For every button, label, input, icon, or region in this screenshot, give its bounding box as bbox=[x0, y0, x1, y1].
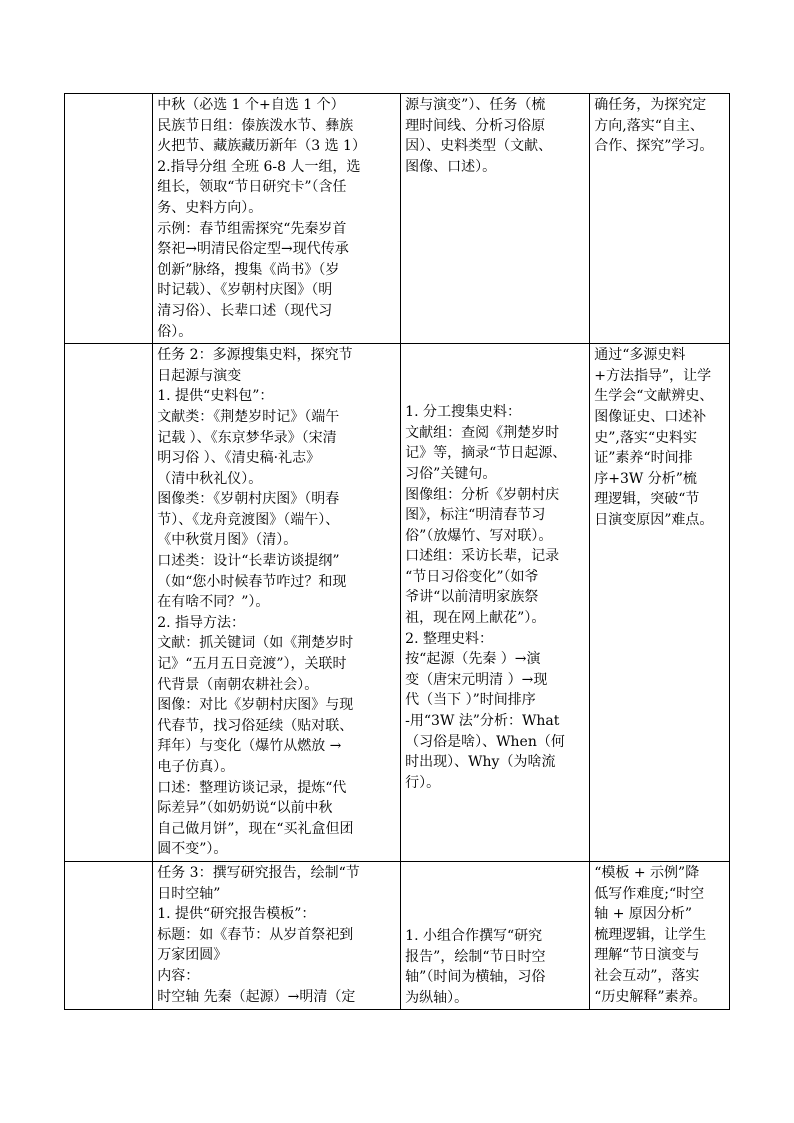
text-line: 生学会“文献辨史、 bbox=[594, 388, 714, 405]
text-line: 《中秋赏月图》（清）。 bbox=[157, 532, 298, 549]
text-line: 图像：对比《岁朝村庆图》与现 bbox=[157, 697, 354, 714]
text-line: 记载 ）、《东京梦华录》（宋清 bbox=[157, 429, 337, 446]
text-line: 组长，领取“节日研究卡”（含任 bbox=[157, 179, 347, 196]
text-line: 时空轴 先秦（起源）→明清（定 bbox=[157, 988, 356, 1005]
text-line: 火把节、藏族藏历新年（3 选 1） bbox=[157, 138, 366, 155]
design-intent-cell bbox=[590, 344, 730, 862]
text-line: 爷讲“以前清明家族祭 bbox=[405, 589, 539, 606]
text-line: “节日习俗变化”（如爷 bbox=[405, 568, 539, 585]
text-line: 1. 小组合作撰写“研究 bbox=[405, 927, 543, 944]
text-line: 图像证史、口述补 bbox=[594, 408, 707, 425]
text-line: 记》“五月五日竞渡”），关联时 bbox=[157, 656, 347, 673]
text-line: 确任务，为探究定 bbox=[594, 97, 707, 113]
text-line: 节）、《龙舟竞渡图》（端午）、 bbox=[157, 511, 340, 528]
text-line: 祖，现在网上献花”）。 bbox=[405, 610, 546, 627]
text-line: 习俗”关键句。 bbox=[405, 465, 497, 482]
text-line: 中秋（必选 1 个+自选 1 个） bbox=[157, 97, 345, 113]
text-line: 俗”（放爆竹、写对联）。 bbox=[405, 527, 553, 544]
text-line: 任务 3：撰写研究报告，绘制“节 bbox=[157, 864, 360, 881]
text-line: 2.指导分组 全班 6-8 人一组，选 bbox=[157, 158, 361, 175]
text-line: 1. 分工搜集史料： bbox=[405, 404, 521, 421]
text-line: 拜年）与变化（爆竹从燃放 → bbox=[157, 738, 342, 755]
text-line: 民族节日组：傣族泼水节、彝族 bbox=[157, 117, 354, 134]
text-line: 清习俗）、长辈口述（现代习 bbox=[157, 302, 333, 319]
text-line: （习俗是啥）、When（何 bbox=[405, 733, 565, 750]
text-line: （如“您小时候春节咋过？和现 bbox=[157, 573, 347, 590]
text-line: 梳理逻辑，让学生 bbox=[594, 926, 707, 943]
text-line: 1. 提供“史料包”： bbox=[157, 388, 274, 405]
text-line: 轴”（时间为横轴，习俗 bbox=[405, 969, 546, 986]
text-line: 按“起源（先秦 ）→演 bbox=[405, 651, 541, 668]
text-line: 合作、探究”学习。 bbox=[594, 138, 714, 155]
text-line: 通过“多源史料 bbox=[594, 347, 686, 364]
text-line: 变（唐宋元明清 ）→现 bbox=[405, 671, 548, 688]
text-line: 低写作难度;“时空 bbox=[594, 885, 705, 902]
text-line: 记》等，摘录“节日起源、 bbox=[405, 445, 567, 462]
text-line: 理时间线、分析习俗原 bbox=[405, 117, 546, 134]
text-line: 2. 整理史料： bbox=[405, 630, 493, 647]
text-line: 时出现）、Why（为啥流 bbox=[405, 754, 556, 771]
text-line: “模板 + 示例”降 bbox=[594, 864, 700, 881]
text-line: 代背景（南朝农耕社会）。 bbox=[157, 676, 319, 693]
table-row bbox=[65, 861, 730, 1009]
text-line: 圆不变”）。 bbox=[157, 841, 228, 858]
text-line: 序+3W 分析”梳 bbox=[594, 470, 697, 487]
text-line: 时记载）、《岁朝村庆图》（明 bbox=[157, 282, 333, 299]
text-line: 口述：整理访谈记录，提炼“代 bbox=[157, 779, 347, 796]
text-line: 为纵轴）。 bbox=[405, 989, 469, 1006]
text-line: 理逻辑，突破“节 bbox=[594, 491, 700, 508]
text-line: 报告”，绘制“节日时空 bbox=[405, 948, 546, 965]
text-line: 代（当下 ）”时间排序 bbox=[405, 692, 536, 709]
stage-cell bbox=[65, 344, 153, 862]
text-line: 2. 指导方法： bbox=[157, 614, 246, 631]
text-line: 口述组：采访长辈，记录 bbox=[405, 548, 560, 565]
text-line: 社会互动”，落实 bbox=[594, 967, 700, 984]
text-line: 图像组：分析《岁朝村庆 bbox=[405, 486, 560, 503]
text-line: 文献：抓关键词（如《荆楚岁时 bbox=[157, 635, 354, 652]
design-intent-cell bbox=[590, 861, 730, 1009]
text-line: “历史解释”素养。 bbox=[594, 988, 707, 1005]
text-line: 证”素养“时间排 bbox=[594, 450, 693, 467]
text-line: 因）、史料类型（文献、 bbox=[405, 138, 553, 155]
text-line: 万家团圆》 bbox=[157, 947, 228, 964]
lesson-plan-table bbox=[64, 93, 730, 1010]
student-activity-cell bbox=[401, 344, 590, 862]
text-line: 轴 + 原因分析” bbox=[594, 906, 693, 923]
teacher-activity-cell bbox=[153, 94, 401, 344]
text-line: （清中秋礼仪）。 bbox=[157, 470, 263, 487]
text-line: 图像、口述）。 bbox=[405, 158, 497, 175]
table-row bbox=[65, 94, 730, 344]
stage-cell bbox=[65, 94, 153, 344]
teacher-activity-cell bbox=[153, 861, 401, 1009]
text-line: 际差异”（如奶奶说“以前中秋 bbox=[157, 800, 333, 817]
text-line: 图》，标注“明清春节习 bbox=[405, 507, 546, 524]
text-line: 文献组：查阅《荆楚岁时 bbox=[405, 424, 560, 441]
text-line: 行）。 bbox=[405, 774, 441, 791]
text-line: 任务 2：多源搜集史料，探究节 bbox=[157, 347, 353, 364]
student-activity-cell bbox=[401, 94, 590, 344]
text-line: 日起源与演变 bbox=[157, 367, 242, 384]
text-line: 标题：如《春节：从岁首祭祀到 bbox=[157, 926, 354, 943]
text-line: 明习俗 ）、《清史稿·礼志》 bbox=[157, 450, 321, 467]
text-line: 史”,落实“史料实 bbox=[594, 429, 698, 446]
text-line: 源与演变”）、任务（梳 bbox=[405, 97, 546, 113]
text-line: 创新”脉络，搜集《尚书》（岁 bbox=[157, 261, 340, 278]
text-line: 代春节，找习俗延续（贴对联、 bbox=[157, 717, 354, 734]
design-intent-cell bbox=[590, 94, 730, 344]
text-line: 内容： bbox=[157, 967, 200, 984]
text-line: 图像类：《岁朝村庆图》（明春 bbox=[157, 491, 340, 508]
text-line: 祭祀→明清民俗定型→现代传承 bbox=[157, 241, 349, 258]
text-line: 方向,落实“自主、 bbox=[594, 117, 704, 134]
text-line: 务、史料方向）。 bbox=[157, 199, 263, 216]
teacher-activity-cell bbox=[153, 344, 401, 862]
text-line: -用“3W 法”分析：What bbox=[405, 713, 560, 730]
student-activity-cell bbox=[401, 861, 590, 1009]
text-line: 俗）。 bbox=[157, 323, 193, 340]
text-line: 在有啥不同？”）。 bbox=[157, 594, 270, 611]
text-line: 1. 提供“研究报告模板”： bbox=[157, 906, 316, 923]
stage-cell bbox=[65, 861, 153, 1009]
text-line: 示例：春节组需探究“先秦岁首 bbox=[157, 220, 347, 237]
text-line: 理解“节日演变与 bbox=[594, 947, 700, 964]
text-line: 日时空轴” bbox=[157, 885, 221, 902]
text-line: +方法指导”，让学 bbox=[594, 367, 712, 384]
text-line: 电子仿真）。 bbox=[157, 759, 235, 775]
text-line: 口述类：设计“长辈访谈提纲” bbox=[157, 553, 340, 570]
table-row bbox=[65, 344, 730, 862]
text-line: 日演变原因”难点。 bbox=[594, 511, 714, 528]
text-line: 自己做月饼”，现在“买礼盒但团 bbox=[157, 820, 354, 837]
text-line: 文献类：《荆楚岁时记》（端午 bbox=[157, 408, 340, 425]
